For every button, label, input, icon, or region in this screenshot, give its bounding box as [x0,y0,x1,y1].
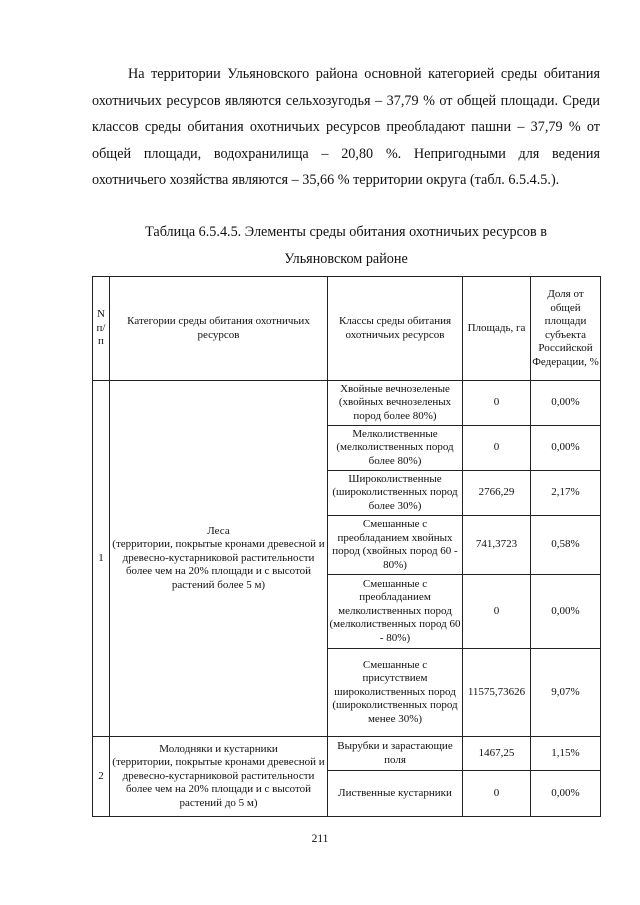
page-number: 211 [311,833,329,845]
share-cell: 0,58% [531,516,601,575]
area-cell: 0 [463,381,531,426]
class-cell: Вырубки и зарастающие поля [328,737,463,771]
area-cell: 1467,25 [463,737,531,771]
table-row [93,381,601,426]
header-area: Площадь, га [463,277,531,381]
area-cell: 0 [463,575,531,649]
header-num: N п/п [93,277,110,381]
class-cell: Смешанные с преобладанием мелколиственных пород (мелколиственных пород 60 - 80%) [328,575,463,649]
class-cell: Смешанные с преобладанием хвойных пород (хвойных пород 60 - 80%) [328,516,463,575]
habitat-table [92,276,601,817]
share-cell: 9,07% [531,649,601,737]
body-paragraph [92,61,600,194]
class-cell: Широколиственные (широколиственных пород более 30%) [328,471,463,516]
class-cell: Лиственные кустарники [328,771,463,817]
header-category: Категории среды обитания охотничьих ресурсов [110,277,328,381]
area-cell: 11575,73626 [463,649,531,737]
area-cell: 741,3723 [463,516,531,575]
row-num: 2 [93,737,110,817]
share-cell: 0,00% [531,771,601,817]
class-cell: Хвойные вечнозеленые (хвойных вечнозеленых пород более 80%) [328,381,463,426]
paragraph-text: На территории Ульяновского района основной категорией среды обитания охотничьих ресурсов являются сельхозугодья – 37,79 % от общей площади. Среди классов среды обитания охотничьих ресурсов преобладают пашни – 37,79 % от общей площади, водохранилища – 20,80 %. Непригодными для ведения охотничьего хозяйства являются – 35,66 % территории округа (табл. 6.5.4.5.). [92,66,600,188]
header-share: Доля от общей площади субъекта Российской Федерации, % [531,277,601,381]
table-row [93,737,601,771]
table-caption-line-1: Таблица 6.5.4.5. Элементы среды обитания охотничьих ресурсов в [145,224,547,240]
share-cell: 0,00% [531,381,601,426]
share-cell: 0,00% [531,426,601,471]
area-cell: 0 [463,426,531,471]
area-cell: 2766,29 [463,471,531,516]
class-cell: Мелколиственные (мелколиственных пород более 80%) [328,426,463,471]
share-cell: 1,15% [531,737,601,771]
class-cell: Смешанные с присутствием широколиственных пород (широколиственных пород менее 30%) [328,649,463,737]
share-cell: 0,00% [531,575,601,649]
area-cell: 0 [463,771,531,817]
header-row [93,277,601,381]
category-cell: Молодняки и кустарники (территории, покрытые кронами древесной и древесно-кустарниковой растительности более чем на 20% площади и с высотой растений до 5 м) [110,737,328,817]
table-caption-line-2: Ульяновском районе [284,251,408,267]
row-num: 1 [93,381,110,737]
share-cell: 2,17% [531,471,601,516]
header-class: Классы среды обитания охотничьих ресурсов [328,277,463,381]
category-cell: Леса (территории, покрытые кронами древесной и древесно-кустарниковой растительности более чем на 20% площади и с высотой растений более 5 м) [110,381,328,737]
